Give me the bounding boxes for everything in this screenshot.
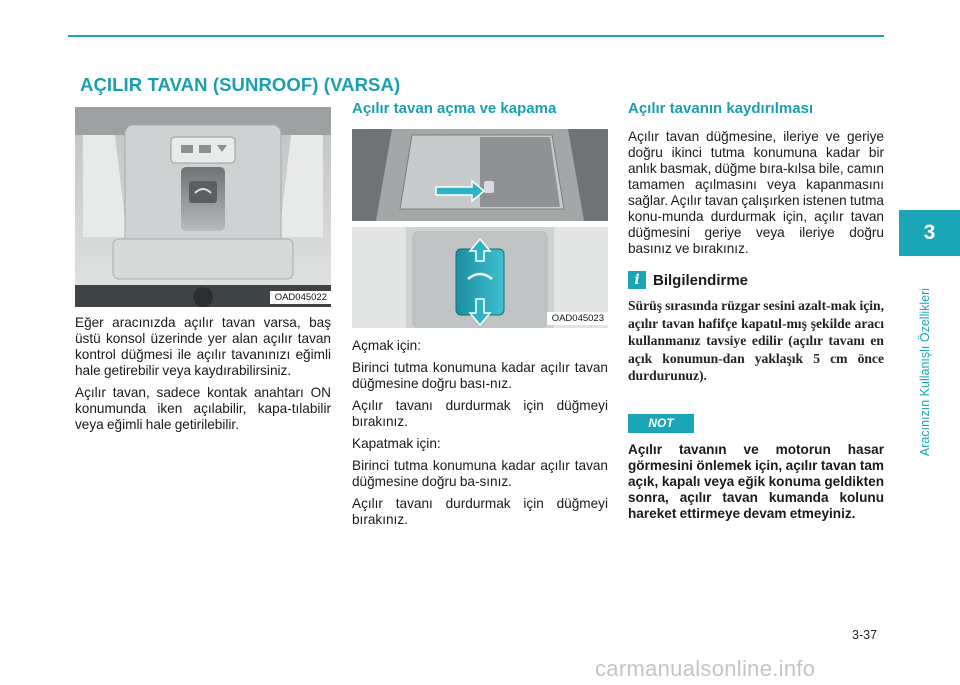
info-title: Bilgilendirme	[653, 271, 749, 289]
notice-text: Açılır tavanın ve motorun hasar görmesini önlemek için, açılır tavan tam açık, kapalı veya eğik konuma geldikten sonra, açılır tavan kumanda kolunu hareket ettirmeye devam etmeyiniz.	[628, 441, 884, 521]
info-icon: i	[628, 271, 646, 289]
chapter-name: Aracınızın Kullanışlı Özellikleri	[918, 287, 932, 457]
overhead-console-illustration	[75, 107, 331, 307]
close-instruction: Birinci tutma konumuna kadar açılır tavan düğmesine doğru ba-sınız.	[352, 458, 608, 489]
ignition-paragraph: Açılır tavan, sadece kontak anahtarı ON konumunda iken açılabilir, kapa-tılabilir veya eğimli hale getirilebilir.	[75, 385, 331, 432]
right-column	[628, 100, 884, 522]
intro-paragraph: Eğer aracınızda açılır tavan varsa, baş üstü konsol üzerinde yer alan açılır tavan kontrol düğmesi ile açılır tavanınızı eğimli hale getirebilir veya kaydırabilirsiniz.	[75, 315, 331, 378]
overhead-console-photo	[75, 107, 331, 307]
open-instruction: Birinci tutma konumuna kadar açılır tavan düğmesine doğru bası-nız.	[352, 360, 608, 391]
page-number: 3-37	[852, 628, 878, 642]
info-box	[628, 271, 884, 289]
open-label: Açmak için:	[352, 338, 421, 353]
sunroof-switch-photo	[352, 129, 608, 328]
top-divider	[68, 35, 884, 37]
open-stop-instruction: Açılır tavanı durdurmak için düğmeyi bırakınız.	[352, 398, 608, 429]
chapter-side-label	[916, 262, 934, 482]
left-column	[75, 100, 331, 433]
image-code: OAD045023	[547, 312, 608, 325]
image-code: OAD045022	[270, 291, 331, 304]
close-stop-instruction: Açılır tavanı durdurmak için düğmeyi bırakınız.	[352, 496, 608, 527]
info-text: Sürüş sırasında rüzgar sesini azalt-mak için, açılır tavan hafifçe kapatıl-mış şekilde aracı kullanmanız tavsiye edilir (açılır tavanı en açık konumun-dan yaklaşık 5 cm önce durdurunuz).	[628, 298, 884, 383]
section-title: AÇILIR TAVAN (SUNROOF) (VARSA)	[80, 74, 401, 95]
sliding-paragraph: Açılır tavan düğmesine, ileriye ve geriye doğru ikinci tutma konumuna kadar bir anlık basmak, düğme bıra-kılsa bile, camın tamamen açılmasını veya kapanmasını sağlar. Açılır tavan çalışırken istenen tutma konu-munda durdurmak için, açılır tavan düğmesini geriye veya ileriye doğru basınız ve bırakınız.	[628, 129, 884, 256]
open-close-heading: Açılır tavan açma ve kapama	[352, 100, 557, 117]
watermark: carmanualsonline.info	[595, 656, 816, 681]
sliding-heading: Açılır tavanın kaydırılması	[628, 100, 814, 117]
notice-badge: NOT	[628, 414, 694, 433]
middle-column	[352, 100, 608, 528]
chapter-tab: 3	[899, 210, 960, 256]
close-label: Kapatmak için:	[352, 436, 441, 451]
sunroof-switch-illustration	[352, 129, 608, 328]
